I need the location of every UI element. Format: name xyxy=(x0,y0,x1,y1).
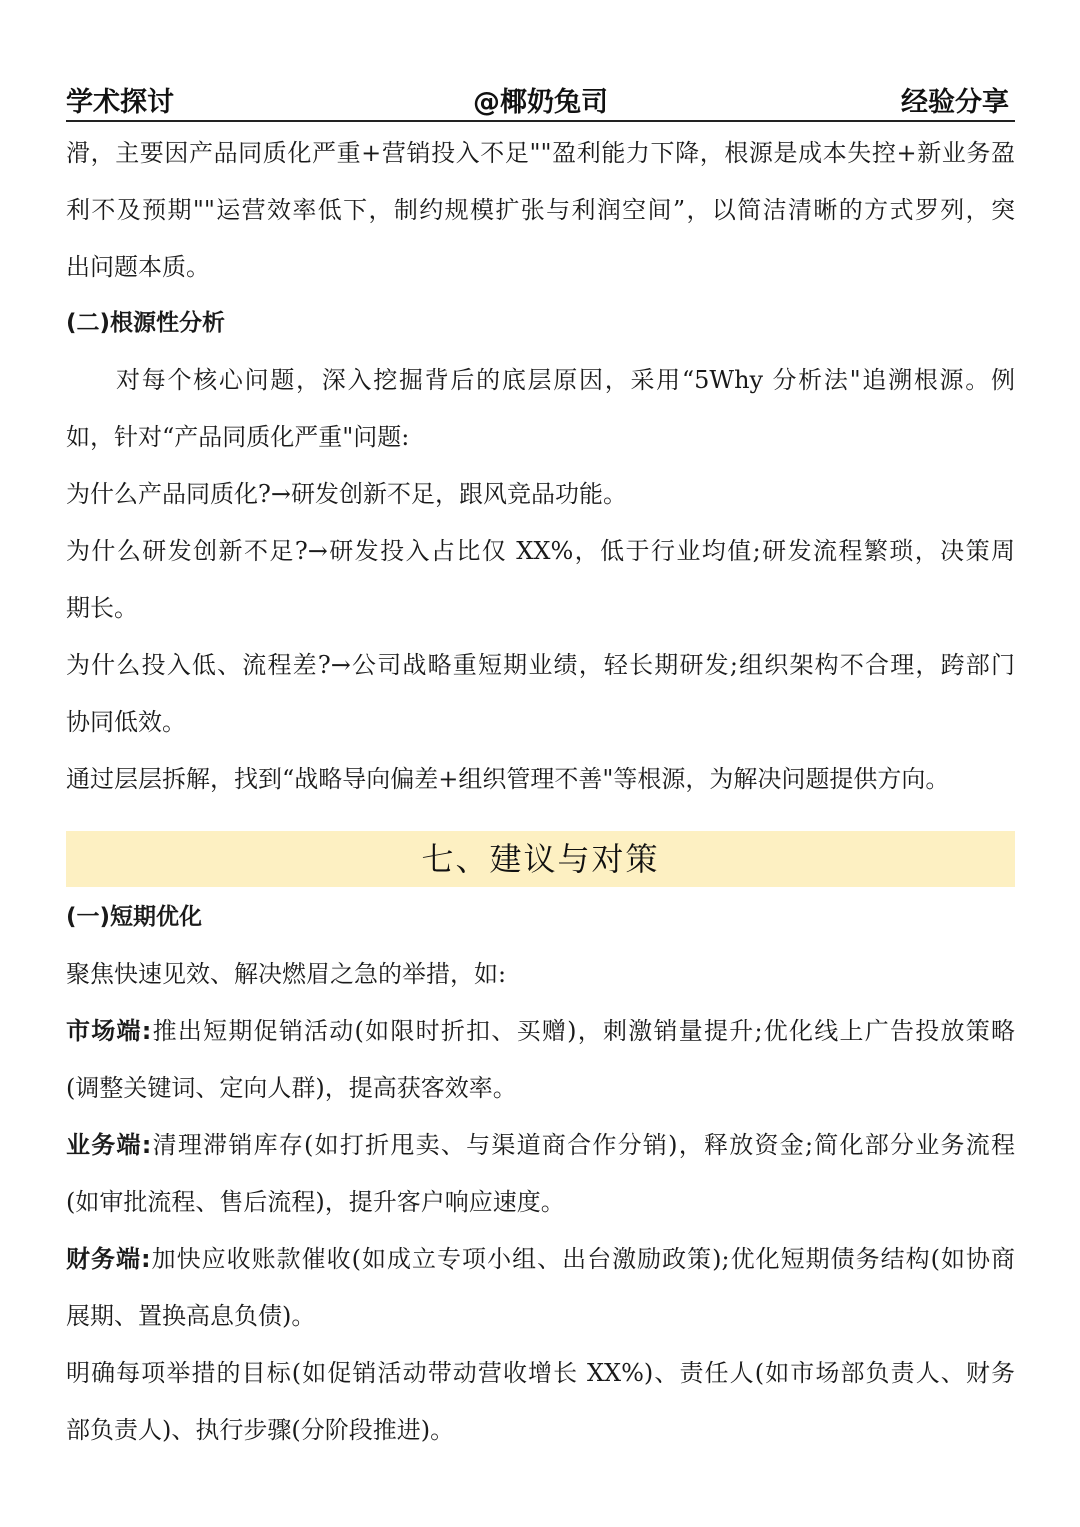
section-banner xyxy=(66,831,1015,887)
section-heading-short-term: (一)短期优化 xyxy=(66,904,203,930)
why-step-2: 为什么研发创新不足?→研发投入占比仅 XX%，低于行业均值;研发流程繁琐，决策周 xyxy=(66,537,1015,565)
closing-line-cont: 部负责人)、执行步骤(分阶段推进)。 xyxy=(66,1416,455,1444)
finance-measures xyxy=(66,1231,1015,1288)
root-cause-section xyxy=(66,295,1015,808)
market-label: 市场端: xyxy=(66,1017,152,1045)
why-step-3-cont: 协同低效。 xyxy=(66,708,186,736)
paragraph-line: 如，针对“产品同质化严重"问题: xyxy=(66,423,410,451)
short-term-section xyxy=(66,889,1015,1459)
market-text: 推出短期促销活动(如限时折扣、买赠)，刺激销量提升;优化线上广告投放策略 xyxy=(151,1017,1015,1045)
finance-label: 财务端: xyxy=(66,1245,151,1273)
business-label: 业务端: xyxy=(66,1131,152,1159)
root-cause-conclusion: 通过层层拆解，找到“战略导向偏差+组织管理不善"等根源，为解决问题提供方向。 xyxy=(66,765,950,793)
header-right-label: 经验分享 xyxy=(901,87,1009,118)
why-step-2-cont: 期长。 xyxy=(66,594,138,622)
finance-text: 加快应收账款催收(如成立专项小组、出台激励政策);优化短期债务结构(如协商 xyxy=(150,1245,1015,1273)
section-heading-root-cause: (二)根源性分析 xyxy=(66,310,226,336)
paragraph-line: 对每个核心问题，深入挖掘背后的底层原因，采用“5Why 分析法"追溯根源。例 xyxy=(116,366,1015,394)
paragraph-line: 滑，主要因产品同质化严重+营销投入不足""盈利能力下降，根源是成本失控+新业务盈 xyxy=(66,139,1015,167)
market-measures-cont: (调整关键词、定向人群)，提高获客效率。 xyxy=(66,1074,517,1102)
header-author-handle: @椰奶兔司 xyxy=(473,87,608,118)
paragraph-line: 利不及预期""运营效率低下，制约规模扩张与利润空间”，以简洁清晰的方式罗列，突 xyxy=(66,196,1015,224)
finance-measures-cont: 展期、置换高息负债)。 xyxy=(66,1302,316,1330)
short-term-intro: 聚焦快速见效、解决燃眉之急的举措，如: xyxy=(66,960,507,988)
business-measures xyxy=(66,1117,1015,1174)
header-left-label: 学术探讨 xyxy=(66,87,174,118)
page-header xyxy=(66,76,1015,122)
why-step-3: 为什么投入低、流程差?→公司战略重短期业绩，轻长期研发;组织架构不合理，跨部门 xyxy=(66,651,1015,679)
business-text: 清理滞销库存(如打折甩卖、与渠道商合作分销)，释放资金;简化部分业务流程 xyxy=(151,1131,1015,1159)
why-step-1: 为什么产品同质化?→研发创新不足，跟风竞品功能。 xyxy=(66,480,627,508)
document-page xyxy=(66,0,1015,1527)
closing-line: 明确每项举措的目标(如促销活动带动营收增长 XX%)、责任人(如市场部负责人、财务 xyxy=(66,1359,1015,1387)
business-measures-cont: (如审批流程、售后流程)，提升客户响应速度。 xyxy=(66,1188,565,1216)
section-banner-title: 七、建议与对策 xyxy=(421,840,660,878)
paragraph-line: 出问题本质。 xyxy=(66,253,210,281)
continued-paragraph xyxy=(66,125,1015,296)
market-measures xyxy=(66,1003,1015,1060)
